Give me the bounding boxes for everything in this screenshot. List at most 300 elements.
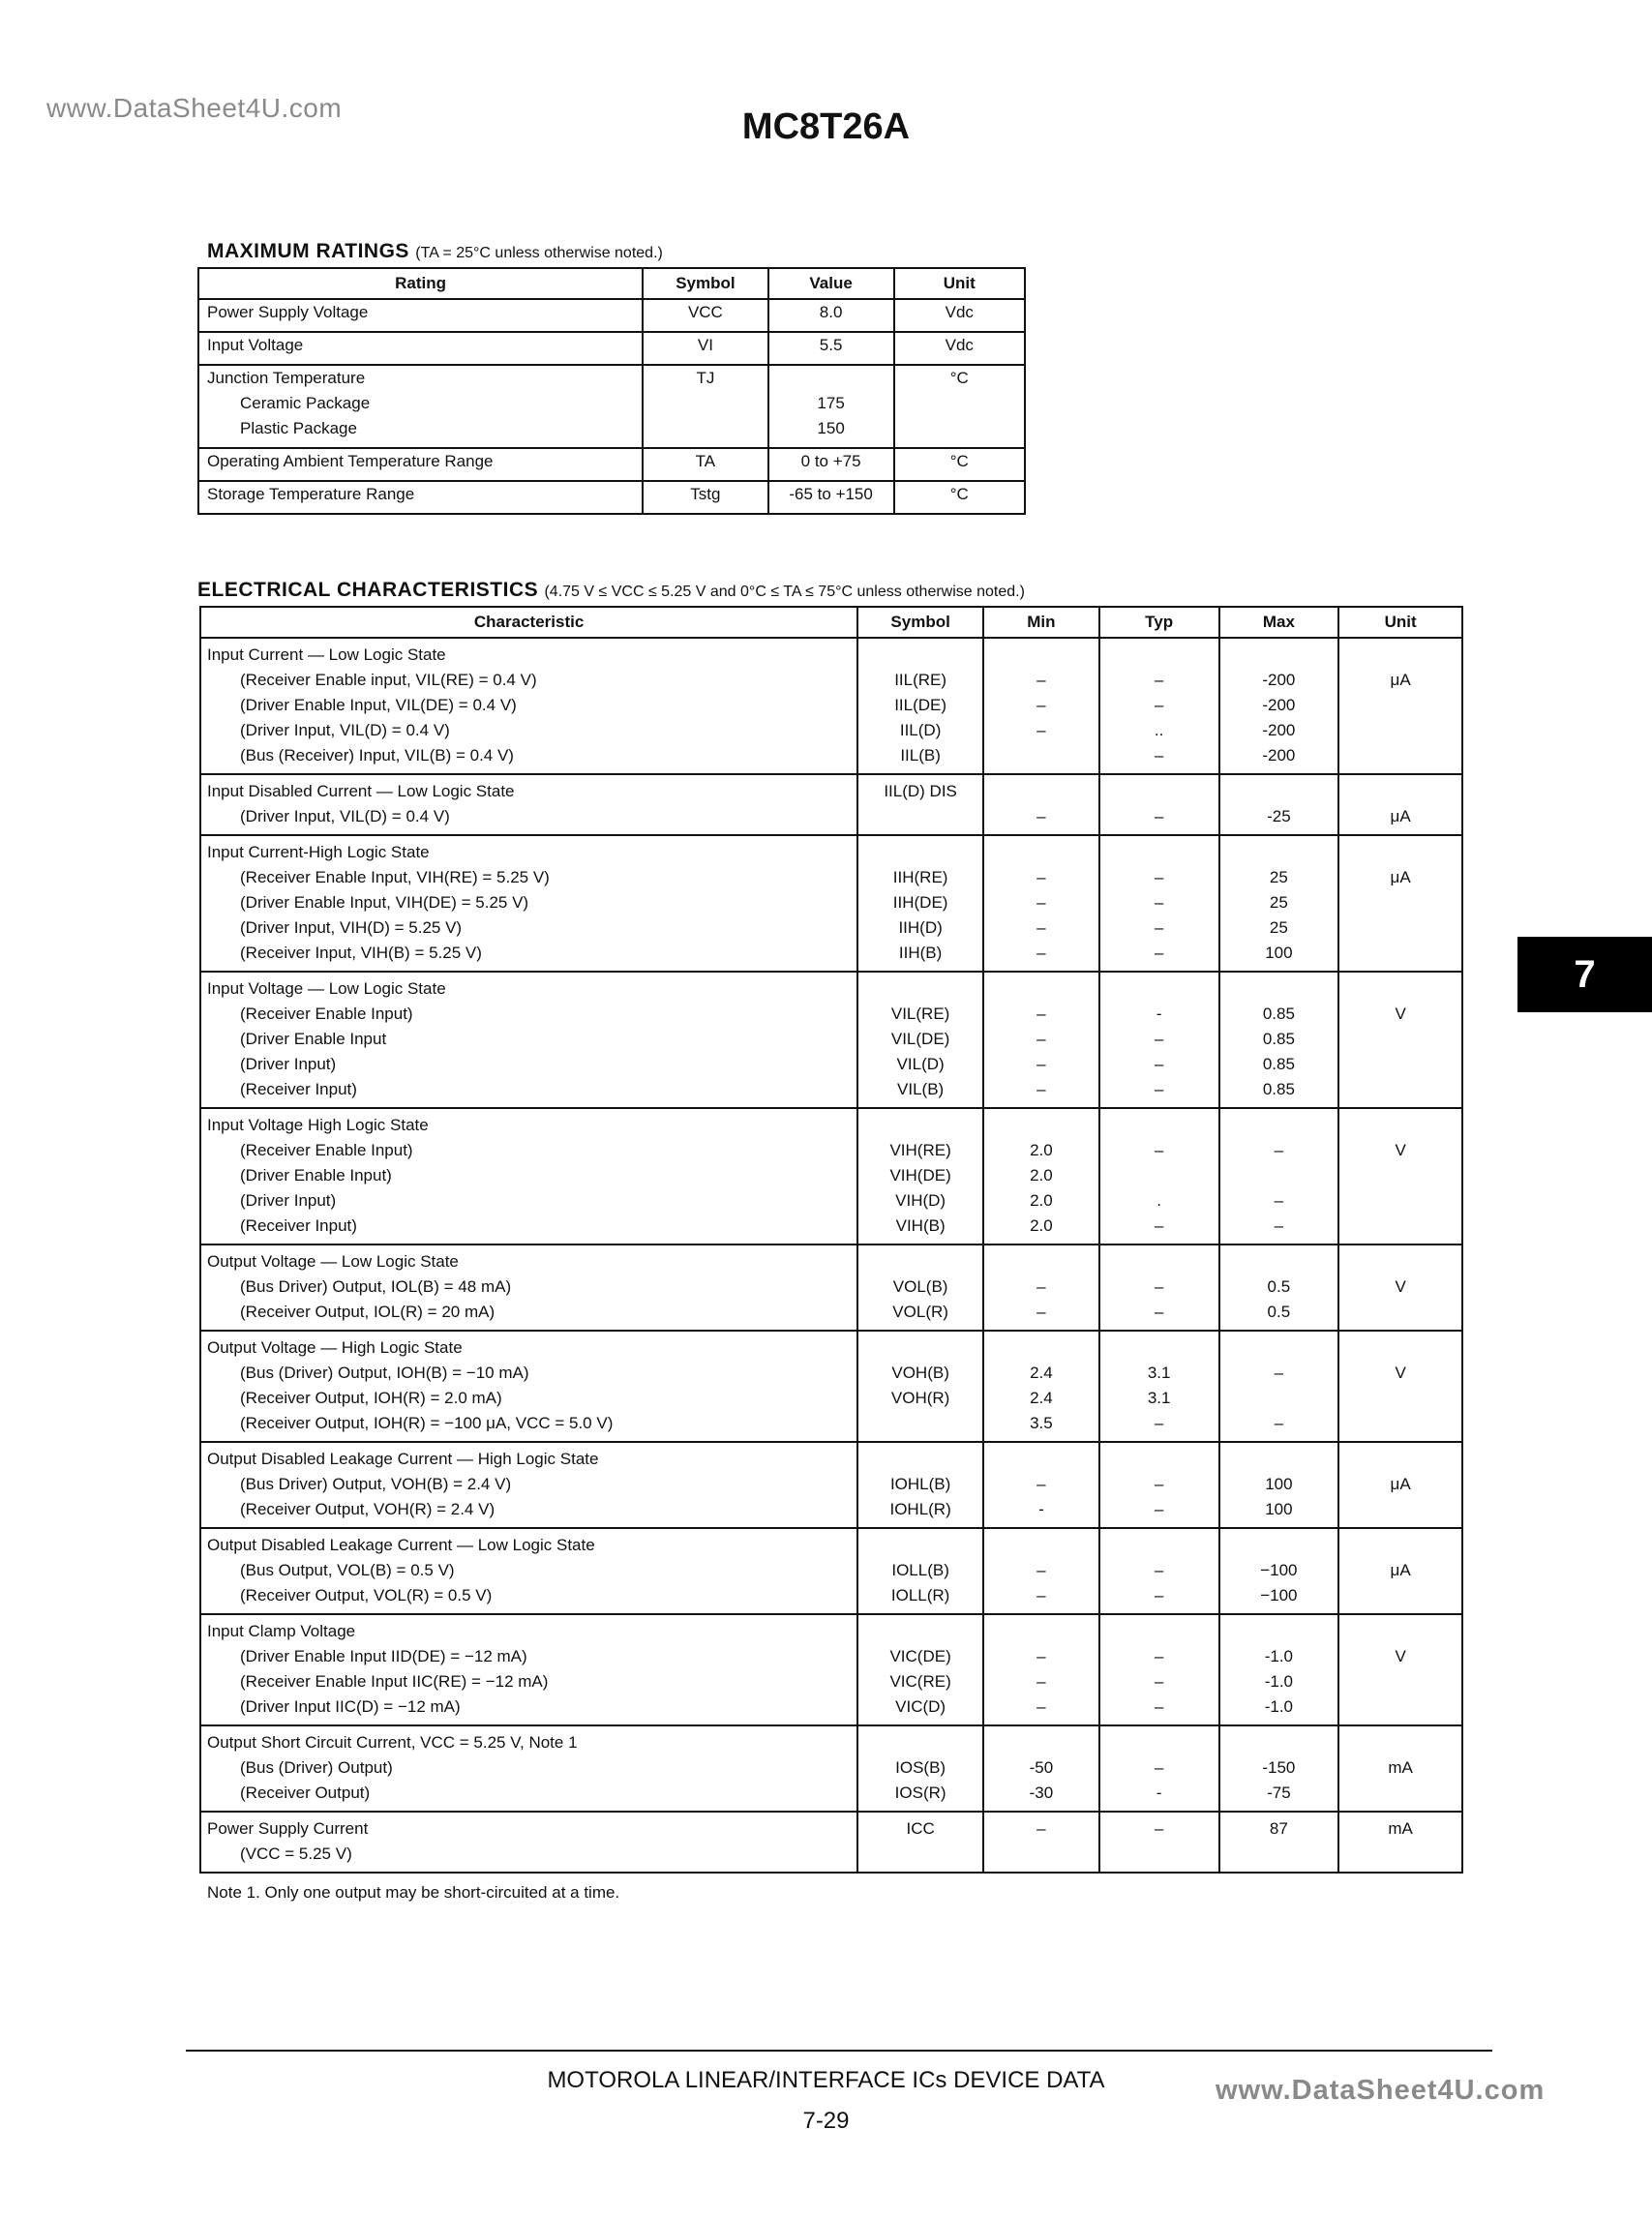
typ-text [1106, 976, 1213, 1002]
unit-text: mA [1388, 1758, 1413, 1777]
min-cell [983, 774, 1099, 835]
unit-cell [1338, 1244, 1462, 1331]
value-text: 150 [817, 419, 845, 437]
rating-cell [198, 332, 643, 365]
max-text: 100 [1265, 1500, 1293, 1518]
symbol-cell: VCC [643, 299, 768, 332]
max-ratings-heading [207, 240, 663, 263]
typ-text: – [1154, 1647, 1164, 1665]
unit-text [1345, 1386, 1456, 1411]
symbol-cell [857, 1614, 983, 1725]
unit-text [1345, 1027, 1456, 1052]
characteristic-text: (VCC = 5.25 V) [240, 1844, 352, 1863]
typ-text: – [1154, 918, 1164, 937]
max-text: 0.85 [1262, 1005, 1295, 1023]
footer-text: MOTOROLA LINEAR/INTERFACE ICs DEVICE DATA [547, 2067, 1105, 2093]
symbol-text [864, 1249, 976, 1274]
unit-text [1345, 1447, 1456, 1472]
typ-text: – [1154, 893, 1164, 912]
unit-text [1345, 1781, 1456, 1806]
characteristic-text: Output Short Circuit Current, VCC = 5.25 V, Note 1 [207, 1733, 578, 1752]
typ-text: – [1154, 1697, 1164, 1716]
min-text [990, 1730, 1093, 1755]
max-text: −100 [1260, 1586, 1298, 1604]
typ-text [1106, 779, 1213, 804]
symbol-text [864, 804, 976, 829]
max-cell [1219, 774, 1339, 835]
typ-text: – [1154, 944, 1164, 962]
typ-text: – [1154, 1475, 1164, 1493]
typ-text: – [1154, 671, 1164, 689]
typ-text [1106, 1619, 1213, 1644]
typ-text [1106, 840, 1213, 865]
typ-text: – [1154, 1672, 1164, 1691]
symbol-text: VIL(B) [897, 1080, 945, 1098]
min-text [990, 1335, 1093, 1361]
min-text: – [1036, 893, 1046, 912]
typ-text: – [1154, 1414, 1164, 1432]
max-cell [1219, 1244, 1339, 1331]
characteristic-text: Input Voltage High Logic State [207, 1116, 429, 1134]
typ-text: – [1154, 1141, 1164, 1159]
table-row [200, 638, 1462, 774]
page-number: 7-29 [802, 2108, 850, 2134]
characteristic-text: (Receiver Enable Input IIC(RE) = −12 mA) [240, 1672, 549, 1691]
unit-text: V [1395, 1141, 1406, 1159]
characteristic-text: (Bus (Receiver) Input, VIL(B) = 0.4 V) [240, 746, 514, 765]
unit-text [1345, 890, 1456, 915]
table-row [200, 1725, 1462, 1812]
symbol-text: VIL(D) [896, 1055, 945, 1073]
unit-text [1345, 1583, 1456, 1608]
table-row [200, 1331, 1462, 1442]
typ-text [1106, 1447, 1213, 1472]
symbol-cell: TA [643, 448, 768, 481]
typ-text: – [1154, 1055, 1164, 1073]
typ-cell [1099, 1812, 1219, 1873]
symbol-text [864, 840, 976, 865]
symbol-text: VIC(DE) [889, 1647, 951, 1665]
min-text: 2.0 [1030, 1216, 1053, 1235]
max-cell [1219, 1528, 1339, 1614]
rating-text: Junction Temperature [207, 369, 366, 387]
max-text [1226, 1113, 1333, 1138]
max-text: 87 [1269, 1819, 1288, 1838]
characteristic-cell [200, 1725, 857, 1812]
characteristic-text: Input Clamp Voltage [207, 1622, 356, 1640]
characteristic-text: (Bus (Driver) Output, IOH(B) = −10 mA) [240, 1364, 529, 1382]
unit-text [1345, 1497, 1456, 1522]
min-text: – [1036, 721, 1046, 739]
min-text: 2.0 [1030, 1141, 1053, 1159]
min-text: – [1036, 1819, 1046, 1838]
unit-text [1345, 643, 1456, 668]
min-text: – [1036, 671, 1046, 689]
min-cell [983, 1442, 1099, 1528]
max-text: – [1274, 1364, 1284, 1382]
symbol-text: IIL(B) [900, 746, 941, 765]
unit-text [1345, 693, 1456, 718]
min-text: – [1036, 1475, 1046, 1493]
symbol-text: VOH(B) [891, 1364, 949, 1382]
unit-text [1345, 1163, 1456, 1188]
typ-text [1106, 1533, 1213, 1558]
unit-text [1345, 1077, 1456, 1102]
unit-text: μA [1390, 671, 1411, 689]
characteristic-cell [200, 1244, 857, 1331]
max-text: 25 [1269, 893, 1288, 912]
elec-char-title: ELECTRICAL CHARACTERISTICS [197, 579, 539, 601]
unit-cell: °C [894, 448, 1025, 481]
characteristic-cell [200, 774, 857, 835]
table-row [200, 1614, 1462, 1725]
max-cell [1219, 1442, 1339, 1528]
value-text [777, 369, 886, 394]
max-text: -75 [1267, 1784, 1291, 1802]
max-text: 100 [1265, 944, 1293, 962]
typ-text [1106, 643, 1213, 668]
symbol-text [864, 1447, 976, 1472]
characteristic-text: (Receiver Output, IOL(R) = 20 mA) [240, 1303, 496, 1321]
typ-text: – [1154, 1303, 1164, 1321]
min-text: – [1036, 1561, 1046, 1579]
typ-cell [1099, 1725, 1219, 1812]
symbol-cell [857, 1812, 983, 1873]
unit-text [1345, 1842, 1456, 1867]
typ-text [1106, 1249, 1213, 1274]
max-text: 100 [1265, 1475, 1293, 1493]
typ-cell [1099, 1442, 1219, 1528]
page-title: MC8T26A [741, 106, 911, 147]
rating-cell [198, 299, 643, 332]
characteristic-text: (Receiver Output) [240, 1784, 371, 1802]
max-text: -25 [1267, 807, 1291, 825]
unit-text: V [1395, 1364, 1406, 1382]
characteristic-text: Input Disabled Current — Low Logic State [207, 782, 515, 800]
rating-text: Plastic Package [240, 419, 357, 437]
footer-rule [186, 2050, 1492, 2052]
characteristic-cell [200, 1528, 857, 1614]
unit-text [1345, 1669, 1456, 1694]
min-text [990, 1249, 1093, 1274]
table-row [198, 332, 1025, 365]
max-cell [1219, 1614, 1339, 1725]
min-text: 3.5 [1030, 1414, 1053, 1432]
value-cell [768, 299, 894, 332]
min-text: – [1036, 1277, 1046, 1296]
symbol-text: VIC(RE) [889, 1672, 951, 1691]
unit-text [1345, 1619, 1456, 1644]
characteristic-text: (Receiver Enable Input) [240, 1141, 413, 1159]
max-text [1226, 1619, 1333, 1644]
unit-cell [1338, 972, 1462, 1108]
characteristic-text: (Driver Input, VIL(D) = 0.4 V) [240, 807, 450, 825]
characteristic-text: Input Current-High Logic State [207, 843, 430, 861]
table-row [200, 1528, 1462, 1614]
column-header: Unit [894, 268, 1025, 299]
typ-cell [1099, 774, 1219, 835]
typ-text: – [1154, 1277, 1164, 1296]
unit-text [1345, 1300, 1456, 1325]
unit-text [1345, 1411, 1456, 1436]
symbol-text: IIL(D) [899, 721, 942, 739]
typ-text [1106, 1113, 1213, 1138]
min-text: 2.4 [1030, 1389, 1053, 1407]
max-text [1226, 1842, 1333, 1867]
min-text: – [1036, 1030, 1046, 1048]
unit-cell [1338, 638, 1462, 774]
symbol-text: IIL(DE) [894, 696, 947, 714]
table-row [198, 299, 1025, 332]
characteristic-text: (Bus Output, VOL(B) = 0.5 V) [240, 1561, 455, 1579]
symbol-text: IOS(R) [894, 1784, 946, 1802]
symbol-text [864, 976, 976, 1002]
symbol-text: VIH(D) [895, 1191, 946, 1210]
symbol-cell: TJ [643, 365, 768, 448]
typ-text: – [1154, 1216, 1164, 1235]
unit-cell [1338, 1442, 1462, 1528]
max-text: -200 [1262, 746, 1296, 765]
value-cell [768, 332, 894, 365]
max-text: – [1274, 1414, 1284, 1432]
symbol-text [864, 1730, 976, 1755]
symbol-text: VOL(B) [892, 1277, 948, 1296]
rating-text: Operating Ambient Temperature Range [207, 452, 494, 470]
min-cell [983, 1812, 1099, 1873]
elec-char-table [199, 606, 1463, 1874]
typ-cell [1099, 1528, 1219, 1614]
symbol-text [864, 1411, 976, 1436]
elec-char-condition: (4.75 V ≤ VCC ≤ 5.25 V and 0°C ≤ TA ≤ 75°C unless otherwise noted.) [544, 584, 1025, 600]
characteristic-text: (Driver Enable Input, VIH(DE) = 5.25 V) [240, 893, 529, 912]
rating-text: Ceramic Package [240, 394, 371, 412]
rating-cell [198, 448, 643, 481]
unit-cell [1338, 835, 1462, 972]
min-text [990, 1842, 1093, 1867]
unit-text [1345, 718, 1456, 743]
symbol-cell [857, 1108, 983, 1244]
rating-cell [198, 365, 643, 448]
unit-text [1345, 1249, 1456, 1274]
unit-cell [1338, 1725, 1462, 1812]
table-row [200, 835, 1462, 972]
min-text: – [1036, 807, 1046, 825]
unit-text: V [1395, 1005, 1406, 1023]
characteristic-cell [200, 638, 857, 774]
max-text: -200 [1262, 721, 1296, 739]
min-cell [983, 972, 1099, 1108]
symbol-text: VOH(R) [890, 1389, 950, 1407]
unit-text [1345, 1188, 1456, 1214]
min-text: 2.0 [1030, 1191, 1053, 1210]
symbol-cell [857, 1442, 983, 1528]
min-text: – [1036, 696, 1046, 714]
min-text: -30 [1029, 1784, 1054, 1802]
typ-cell [1099, 1614, 1219, 1725]
max-text [1226, 643, 1333, 668]
max-ratings-condition: (TA = 25°C unless otherwise noted.) [415, 245, 663, 261]
max-cell [1219, 1108, 1339, 1244]
max-ratings-table [197, 267, 1026, 515]
min-cell [983, 835, 1099, 972]
characteristic-text: Output Voltage — Low Logic State [207, 1252, 459, 1271]
symbol-text: IOLL(R) [890, 1586, 950, 1604]
characteristic-text: Power Supply Current [207, 1819, 369, 1838]
unit-cell: Vdc [894, 332, 1025, 365]
table-row [198, 448, 1025, 481]
min-text [990, 743, 1093, 768]
typ-text: – [1154, 696, 1164, 714]
unit-text: mA [1388, 1819, 1413, 1838]
max-text: 25 [1269, 918, 1288, 937]
value-text: 5.5 [819, 336, 843, 354]
characteristic-text: (Receiver Enable input, VIL(RE) = 0.4 V) [240, 671, 537, 689]
symbol-cell [857, 972, 983, 1108]
min-text: – [1036, 1586, 1046, 1604]
max-text: 0.85 [1262, 1055, 1295, 1073]
symbol-text [864, 1335, 976, 1361]
typ-text [1106, 1730, 1213, 1755]
max-text: -1.0 [1264, 1672, 1294, 1691]
unit-cell [1338, 1331, 1462, 1442]
min-text: -50 [1029, 1758, 1054, 1777]
symbol-text: IOHL(R) [889, 1500, 951, 1518]
column-header: Characteristic [200, 607, 857, 638]
typ-cell [1099, 1244, 1219, 1331]
characteristic-text: (Driver Enable Input) [240, 1166, 392, 1184]
typ-text: – [1154, 1819, 1164, 1838]
unit-text [1345, 915, 1456, 941]
characteristic-text: (Receiver Output, VOL(R) = 0.5 V) [240, 1586, 493, 1604]
min-text: – [1036, 918, 1046, 937]
max-text [1226, 1249, 1333, 1274]
typ-cell [1099, 835, 1219, 972]
value-cell [768, 448, 894, 481]
max-text: 25 [1269, 868, 1288, 886]
unit-text [1345, 840, 1456, 865]
typ-cell [1099, 1331, 1219, 1442]
typ-text: 3.1 [1147, 1364, 1171, 1382]
max-text [1226, 1533, 1333, 1558]
min-text: – [1036, 1647, 1046, 1665]
column-header: Rating [198, 268, 643, 299]
max-text [1226, 1447, 1333, 1472]
symbol-cell [857, 1244, 983, 1331]
typ-text: – [1154, 1586, 1164, 1604]
max-text [1226, 1730, 1333, 1755]
characteristic-cell [200, 1812, 857, 1873]
column-header: Min [983, 607, 1099, 638]
max-ratings-title: MAXIMUM RATINGS [207, 240, 409, 262]
characteristic-text: (Bus (Driver) Output) [240, 1758, 393, 1777]
symbol-text: VIL(RE) [890, 1005, 950, 1023]
min-cell [983, 1331, 1099, 1442]
symbol-text: IOHL(B) [889, 1475, 951, 1493]
typ-text: – [1154, 807, 1164, 825]
table-row [200, 1812, 1462, 1873]
max-text: -150 [1262, 1758, 1296, 1777]
unit-cell: °C [894, 365, 1025, 448]
column-header: Value [768, 268, 894, 299]
min-text: – [1036, 1080, 1046, 1098]
typ-cell [1099, 972, 1219, 1108]
max-text: -1.0 [1264, 1647, 1294, 1665]
symbol-cell: VI [643, 332, 768, 365]
symbol-cell [857, 1725, 983, 1812]
unit-text [1345, 1052, 1456, 1077]
max-text: 0.85 [1262, 1080, 1295, 1098]
symbol-text: IIH(DE) [892, 893, 948, 912]
unit-text [1345, 779, 1456, 804]
symbol-cell [857, 774, 983, 835]
column-header: Symbol [857, 607, 983, 638]
table-row [200, 972, 1462, 1108]
typ-text [1106, 1163, 1213, 1188]
characteristic-text: (Driver Enable Input [240, 1030, 387, 1048]
min-text: - [1038, 1500, 1044, 1518]
max-text: -200 [1262, 696, 1296, 714]
value-text: -65 to +150 [789, 485, 873, 503]
min-text: – [1036, 1303, 1046, 1321]
value-text: 8.0 [819, 303, 843, 321]
min-text: – [1036, 1055, 1046, 1073]
typ-text: 3.1 [1147, 1389, 1171, 1407]
min-text [990, 1447, 1093, 1472]
watermark-top: www.DataSheet4U.com [46, 93, 343, 123]
min-text [990, 1619, 1093, 1644]
max-cell [1219, 638, 1339, 774]
characteristic-text: (Receiver Output, IOH(R) = 2.0 mA) [240, 1389, 502, 1407]
characteristic-cell [200, 1331, 857, 1442]
unit-text: μA [1390, 807, 1411, 825]
characteristic-cell [200, 972, 857, 1108]
column-header: Symbol [643, 268, 768, 299]
min-text [990, 976, 1093, 1002]
table-row [200, 1442, 1462, 1528]
min-cell [983, 1614, 1099, 1725]
max-cell [1219, 972, 1339, 1108]
min-text: – [1036, 868, 1046, 886]
unit-text: V [1395, 1277, 1406, 1296]
unit-cell: Vdc [894, 299, 1025, 332]
symbol-text [864, 643, 976, 668]
characteristic-text: Output Disabled Leakage Current — High Logic State [207, 1450, 599, 1468]
characteristic-cell [200, 1108, 857, 1244]
characteristic-text: (Driver Input) [240, 1191, 337, 1210]
max-text [1226, 840, 1333, 865]
min-text: – [1036, 1697, 1046, 1716]
max-text: -200 [1262, 671, 1296, 689]
max-text: -1.0 [1264, 1697, 1294, 1716]
max-text: 0.5 [1267, 1277, 1291, 1296]
characteristic-text: Input Voltage — Low Logic State [207, 979, 446, 998]
max-text [1226, 1386, 1333, 1411]
max-text [1226, 1335, 1333, 1361]
symbol-text: VIL(DE) [890, 1030, 950, 1048]
symbol-text: VIH(RE) [889, 1141, 951, 1159]
typ-text: – [1154, 1030, 1164, 1048]
symbol-text: VIC(D) [895, 1697, 946, 1716]
min-text [990, 643, 1093, 668]
characteristic-text: Output Voltage — High Logic State [207, 1338, 463, 1357]
symbol-cell [857, 1331, 983, 1442]
unit-cell [1338, 1812, 1462, 1873]
table-row [198, 365, 1025, 448]
unit-text [1345, 1694, 1456, 1720]
typ-text [1106, 1842, 1213, 1867]
characteristic-text: (Driver Enable Input IID(DE) = −12 mA) [240, 1647, 527, 1665]
symbol-text: IIH(RE) [892, 868, 948, 886]
